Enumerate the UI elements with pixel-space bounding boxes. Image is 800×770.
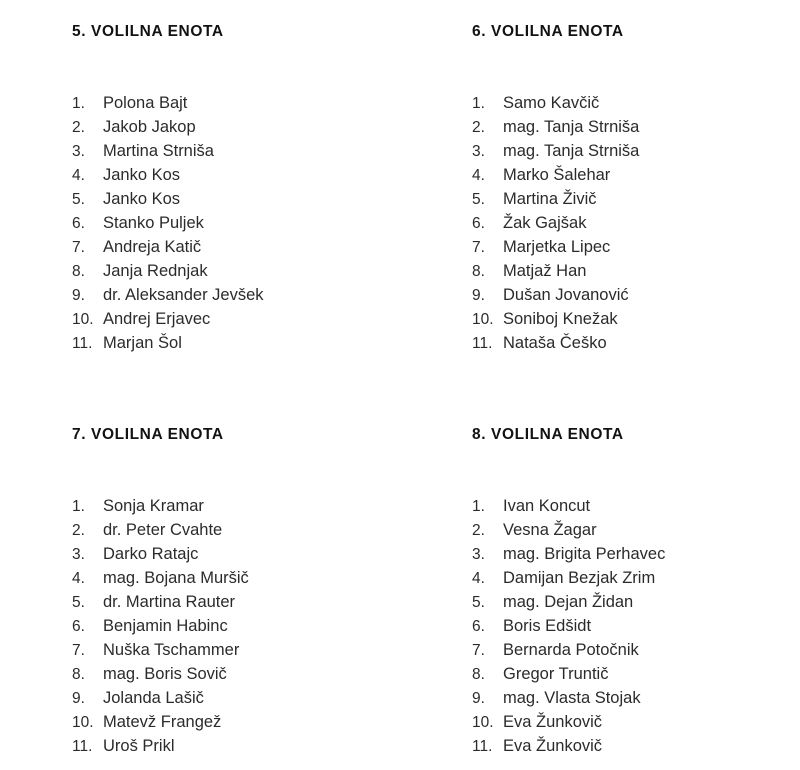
list-item: [472, 187, 800, 211]
candidate-name: Martina Strniša: [103, 142, 214, 160]
list-item: [472, 542, 800, 566]
list-item: [472, 662, 800, 686]
list-item: [472, 734, 800, 758]
candidate-name: Marko Šalehar: [503, 166, 611, 184]
candidate-index: 3.: [72, 546, 85, 563]
candidate-index: 3.: [72, 143, 85, 160]
candidate-name: Gregor Truntič: [503, 665, 609, 683]
candidate-name: Eva Žunkovič: [503, 713, 603, 731]
candidate-name: dr. Martina Rauter: [103, 593, 236, 611]
candidate-name: Andreja Katič: [103, 238, 202, 256]
unit-heading: 6. VOLILNA ENOTA: [472, 23, 624, 40]
candidate-index: 1.: [472, 498, 485, 515]
candidate-name: Dušan Jovanović: [503, 286, 629, 304]
candidate-name: Polona Bajt: [103, 94, 188, 112]
list-item: [472, 638, 800, 662]
list-item: [472, 235, 800, 259]
candidate-index: 4.: [72, 167, 85, 184]
candidate-index: 5.: [472, 191, 485, 208]
electoral-unit-8: [400, 403, 800, 770]
candidate-name: dr. Peter Cvahte: [103, 521, 223, 539]
candidate-index: 6.: [472, 215, 485, 232]
candidate-index: 11.: [472, 738, 493, 755]
candidate-name: Boris Edšidt: [503, 617, 592, 635]
candidate-name: Janko Kos: [103, 166, 181, 184]
candidate-index: 2.: [72, 522, 85, 539]
candidate-name: mag. Brigita Perhavec: [503, 545, 666, 563]
unit-heading: 8. VOLILNA ENOTA: [472, 426, 624, 443]
candidate-name: Janko Kos: [103, 190, 181, 208]
candidate-index: 11.: [72, 335, 93, 352]
candidate-index: 3.: [472, 143, 485, 160]
candidate-index: 6.: [72, 215, 85, 232]
candidate-index: 2.: [472, 119, 485, 136]
list-item: [472, 614, 800, 638]
candidate-name: Sonja Kramar: [103, 497, 204, 515]
unit-heading: 7. VOLILNA ENOTA: [72, 426, 224, 443]
candidate-index: 9.: [72, 287, 85, 304]
candidate-name: Jakob Jakop: [103, 118, 196, 136]
candidate-index: 11.: [472, 335, 493, 352]
candidate-index: 8.: [472, 263, 485, 280]
list-item: [472, 115, 800, 139]
list-item: [72, 163, 400, 187]
list-item: [472, 566, 800, 590]
candidate-index: 5.: [472, 594, 485, 611]
candidate-index: 10.: [72, 714, 94, 731]
unit-heading: 5. VOLILNA ENOTA: [72, 23, 224, 40]
candidate-list-unit-5: [72, 91, 400, 355]
candidate-name: Matevž Frangež: [103, 713, 222, 731]
candidate-index: 4.: [72, 570, 85, 587]
list-item: [72, 115, 400, 139]
candidate-name: dr. Aleksander Jevšek: [103, 286, 264, 304]
candidate-name: Benjamin Habinc: [103, 617, 228, 635]
candidate-list-unit-6: [472, 91, 800, 355]
candidate-name: Ivan Koncut: [503, 497, 591, 515]
candidate-name: Jolanda Lašič: [103, 689, 204, 707]
candidate-name: Eva Žunkovič: [503, 737, 603, 755]
candidate-name: Stanko Puljek: [103, 214, 204, 232]
candidate-list-unit-7: [72, 494, 400, 758]
candidate-index: 7.: [72, 239, 85, 256]
candidate-index: 6.: [472, 618, 485, 635]
candidate-name: Andrej Erjavec: [103, 310, 211, 328]
list-item: [72, 211, 400, 235]
list-item: [72, 662, 400, 686]
list-item: [72, 139, 400, 163]
candidate-index: 10.: [72, 311, 94, 328]
candidate-index: 2.: [72, 119, 85, 136]
list-item: [72, 638, 400, 662]
candidate-name: Damijan Bezjak Zrim: [503, 569, 656, 587]
candidate-index: 5.: [72, 594, 85, 611]
candidate-index: 4.: [472, 570, 485, 587]
list-item: [72, 614, 400, 638]
candidate-name: Darko Ratajc: [103, 545, 199, 563]
candidate-name: Matjaž Han: [503, 262, 587, 280]
candidate-index: 4.: [472, 167, 485, 184]
candidate-name: Nataša Češko: [503, 334, 607, 352]
list-item: [72, 710, 400, 734]
candidate-index: 9.: [472, 690, 485, 707]
list-item: [72, 307, 400, 331]
candidate-name: Janja Rednjak: [103, 262, 208, 280]
list-item: [72, 259, 400, 283]
candidate-index: 1.: [72, 498, 85, 515]
candidate-index: 5.: [72, 191, 85, 208]
candidate-name: Marjetka Lipec: [503, 238, 611, 256]
candidate-index: 8.: [472, 666, 485, 683]
candidate-index: 10.: [472, 714, 494, 731]
list-item: [72, 686, 400, 710]
electoral-unit-5: [0, 0, 400, 403]
candidate-index: 6.: [72, 618, 85, 635]
candidate-index: 10.: [472, 311, 494, 328]
candidate-index: 1.: [472, 95, 485, 112]
candidate-index: 7.: [72, 642, 85, 659]
list-item: [72, 590, 400, 614]
candidate-name: mag. Vlasta Stojak: [503, 689, 641, 707]
list-item: [472, 590, 800, 614]
candidate-index: 9.: [472, 287, 485, 304]
list-item: [472, 307, 800, 331]
list-item: [72, 283, 400, 307]
candidate-index: 3.: [472, 546, 485, 563]
candidate-name: mag. Dejan Židan: [503, 593, 634, 611]
candidate-name: Nuška Tschammer: [103, 641, 240, 659]
list-item: [472, 710, 800, 734]
candidate-name: Marjan Šol: [103, 334, 182, 352]
candidate-name: Soniboj Knežak: [503, 310, 618, 328]
list-item: [472, 518, 800, 542]
candidate-name: Martina Živič: [503, 190, 597, 208]
candidate-index: 7.: [472, 642, 485, 659]
candidate-name: Bernarda Potočnik: [503, 641, 639, 659]
list-item: [472, 139, 800, 163]
candidate-name: mag. Bojana Muršič: [103, 569, 249, 587]
list-item: [72, 494, 400, 518]
candidate-name: mag. Tanja Strniša: [503, 142, 640, 160]
candidate-name: mag. Tanja Strniša: [503, 118, 640, 136]
list-item: [472, 163, 800, 187]
list-item: [72, 566, 400, 590]
list-item: [472, 211, 800, 235]
list-item: [72, 542, 400, 566]
candidate-name: Uroš Prikl: [103, 737, 175, 755]
list-item: [72, 518, 400, 542]
candidate-name: Samo Kavčič: [503, 94, 600, 112]
list-item: [472, 331, 800, 355]
list-item: [72, 734, 400, 758]
list-item: [72, 187, 400, 211]
candidate-name: Vesna Žagar: [503, 521, 597, 539]
candidate-index: 8.: [72, 263, 85, 280]
candidate-index: 11.: [72, 738, 93, 755]
candidate-index: 1.: [72, 95, 85, 112]
candidate-name: mag. Boris Sovič: [103, 665, 227, 683]
candidate-index: 9.: [72, 690, 85, 707]
electoral-unit-7: [0, 403, 400, 770]
list-item: [472, 494, 800, 518]
list-item: [72, 91, 400, 115]
candidate-index: 7.: [472, 239, 485, 256]
list-item: [472, 91, 800, 115]
candidate-index: 2.: [472, 522, 485, 539]
candidate-list-unit-8: [472, 494, 800, 758]
list-item: [72, 331, 400, 355]
list-item: [472, 686, 800, 710]
electoral-unit-6: [400, 0, 800, 403]
candidate-index: 8.: [72, 666, 85, 683]
list-item: [72, 235, 400, 259]
list-item: [472, 283, 800, 307]
list-item: [472, 259, 800, 283]
candidate-name: Žak Gajšak: [503, 214, 587, 232]
